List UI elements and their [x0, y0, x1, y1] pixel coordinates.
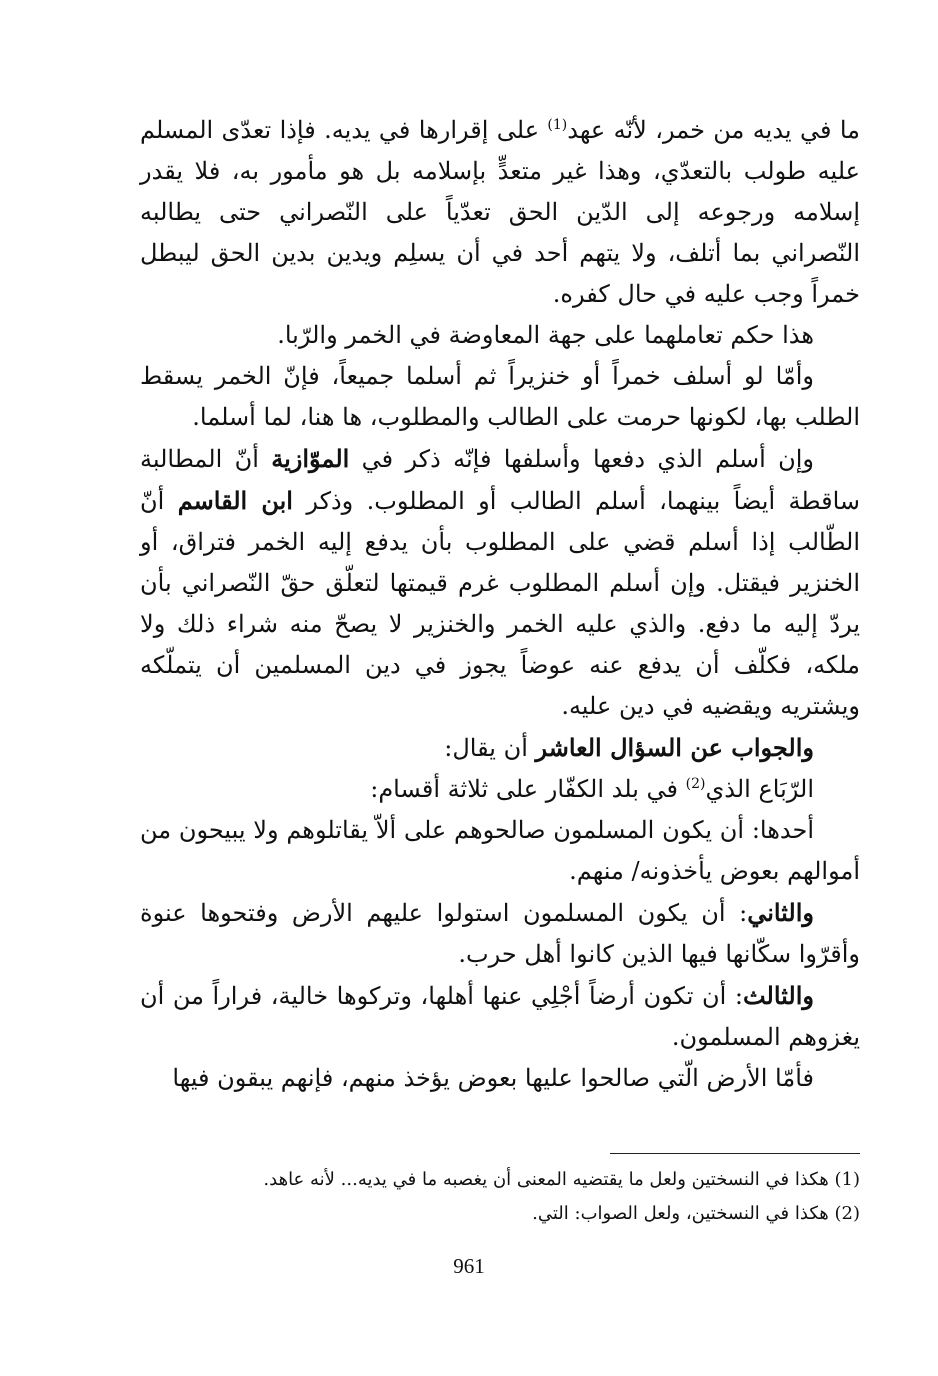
- text-run: أنّ المطالبة ساقطة أيضاً بينهما، أسلم الطالب أو المطلوب. وذكر: [140, 445, 860, 515]
- paragraph: [140, 315, 860, 356]
- text-run: ما في يديه من خمر، لأنّه عهد: [567, 116, 860, 144]
- footnote-text: هكذا في النسختين ولعل ما يقتضيه المعنى أن يغصبه ما في يديه... لأنه عاهد.: [263, 1169, 829, 1190]
- footnote-number: (1): [834, 1169, 860, 1190]
- footnote: [140, 1197, 860, 1231]
- paragraph: [140, 810, 860, 892]
- paragraph: [140, 727, 860, 769]
- paragraph: [140, 438, 860, 727]
- footnote-divider: [610, 1153, 860, 1154]
- text-run: أحدها: أن يكون المسلمون صالحوهم على ألاّ يقاتلوهم ولا يبيحون من أموالهم بعوض يأخذونه/ منهم.: [140, 816, 860, 885]
- bold-text: ابن القاسم: [177, 486, 293, 515]
- text-run: هذا حكم تعاملهما على جهة المعاوضة في الخمر والرّبا.: [277, 321, 814, 349]
- text-run: فأمّا الأرض الّتي صالحوا عليها بعوض يؤخذ منهم، فإنهم يبقون فيها: [172, 1064, 814, 1092]
- text-run: وإن أسلم الذي دفعها وأسلفها فإنّه ذكر في: [349, 445, 814, 473]
- footnotes: [140, 1163, 860, 1231]
- paragraph: [140, 356, 860, 438]
- paragraph: [140, 975, 860, 1058]
- main-text: [140, 110, 860, 1099]
- footnote-ref: (2): [685, 776, 706, 792]
- footnote: [140, 1163, 860, 1197]
- paragraph: [140, 769, 860, 810]
- paragraph: [140, 110, 860, 315]
- footnote-ref: (1): [547, 117, 568, 133]
- footnote-number: (2): [834, 1203, 860, 1224]
- page-number: 961: [453, 1254, 485, 1278]
- text-run: أنّ الطّالب إذا أسلم قضي على المطلوب بأن يدفع إليه الخمر فتراق، أو الخنزير فيقتل. وإن أسلم المطلوب غرم قيمتها لتعلّق حقّ النّصراني بأن يردّ إليه ما دفع. والذي عليه الخمر والخنزير لا يصحّ منه شراء ذلك ولا ملكه، فكلّف أن يدفع عنه عوضاً يجوز في دين المسلمين أن يتملّكه ويشتريه ويقضيه في دين عليه.: [140, 487, 860, 720]
- text-run: وأمّا لو أسلف خمراً أو خنزيراً ثم أسلما جميعاً، فإنّ الخمر يسقط الطلب بها، لكونها حرمت على الطالب والمطلوب، ها هنا، لما أسلما.: [140, 362, 860, 431]
- bold-text: الموّازية: [271, 444, 350, 473]
- text-run: على إقرارها في يديه. فإذا تعدّى المسلم عليه طولب بالتعدّي، وهذا غير متعدٍّ بإسلامه بل هو مأمور به، فلا يقدر إسلامه ورجوعه إلى الدّين الحق تعدّياً على النّصراني حتى يطالبه النّصراني بما أتلف، ولا يتهم أحد في أن يسلِم ويدين بدين الحق ليبطل خمراً وجب عليه في حال كفره.: [140, 116, 860, 308]
- paragraph: [140, 1058, 860, 1099]
- text-run: أن يقال:: [444, 734, 536, 762]
- bold-text: والجواب عن السؤال العاشر: [535, 733, 814, 762]
- bold-text: والثاني: [747, 898, 814, 927]
- footnote-text: هكذا في النسختين، ولعل الصواب: التي.: [532, 1203, 829, 1224]
- paragraph: [140, 892, 860, 975]
- text-run: : أن يكون المسلمون استولوا عليهم الأرض وفتحوها عنوة وأقرّوا سكّانها فيها الذين كانوا أهل حرب.: [140, 899, 860, 968]
- text-run: في بلد الكفّار على ثلاثة أقسام:: [370, 775, 686, 803]
- text-run: : أن تكون أرضاً أجْلِي عنها أهلها، وتركوها خالية، فراراً من أن يغزوهم المسلمون.: [140, 982, 860, 1051]
- bold-text: والثالث: [742, 981, 814, 1010]
- text-run: الرّبَاع الذي: [705, 775, 814, 803]
